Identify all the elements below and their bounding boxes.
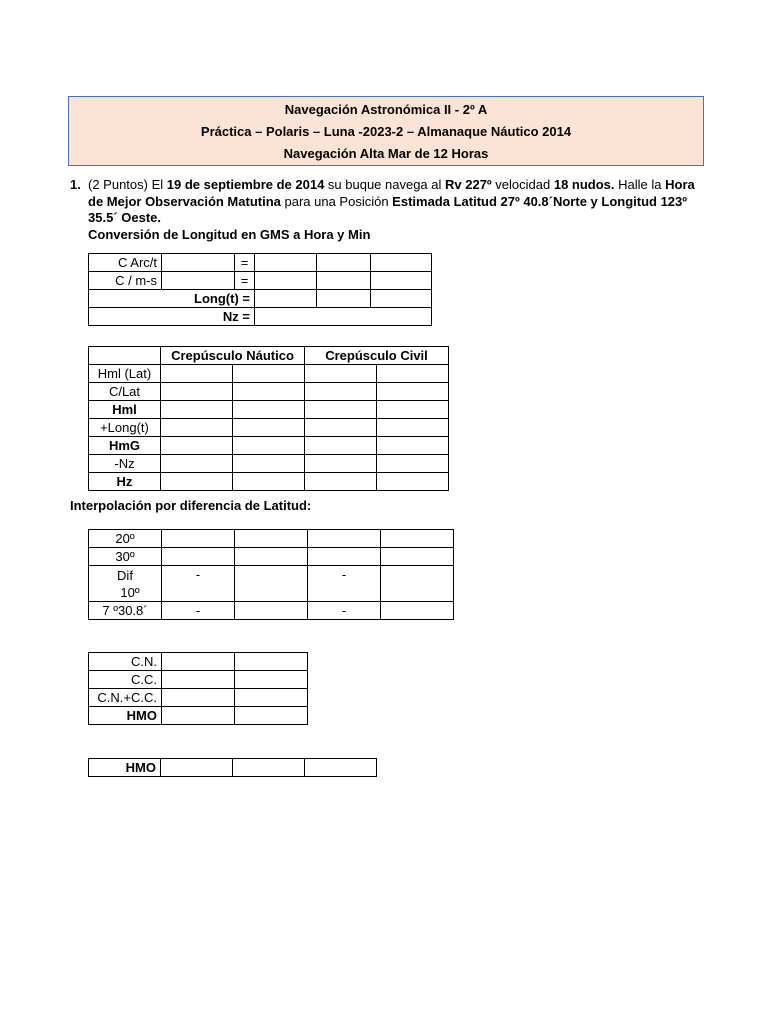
table-header-row xyxy=(89,347,449,365)
input-cell[interactable] xyxy=(377,401,449,419)
row-label: +Long(t) xyxy=(89,419,161,437)
input-cell[interactable] xyxy=(233,383,305,401)
input-cell[interactable] xyxy=(235,602,308,620)
table-row xyxy=(89,530,454,548)
input-cell[interactable] xyxy=(162,254,235,272)
row-label: -Nz xyxy=(89,455,161,473)
input-cell[interactable] xyxy=(162,689,235,707)
input-cell[interactable] xyxy=(381,530,454,548)
input-cell[interactable] xyxy=(233,401,305,419)
c-arc-t-label: C Arc/t xyxy=(89,254,162,272)
conversion-table xyxy=(88,253,432,326)
input-cell[interactable] xyxy=(162,653,235,671)
input-cell[interactable] xyxy=(162,272,235,290)
input-cell[interactable] xyxy=(371,272,432,290)
equals-sign: = xyxy=(235,272,255,290)
input-cell[interactable] xyxy=(305,419,377,437)
input-cell[interactable] xyxy=(233,419,305,437)
row-label: C/Lat xyxy=(89,383,161,401)
input-cell[interactable] xyxy=(233,437,305,455)
input-cell[interactable] xyxy=(377,419,449,437)
input-cell[interactable] xyxy=(377,383,449,401)
row-label: Hz xyxy=(89,473,161,491)
table-row xyxy=(89,707,308,725)
question-text-segment: Rv 227º xyxy=(445,177,492,192)
navigation-title: Navegación Alta Mar de 12 Horas xyxy=(283,146,489,161)
dash-cell: - xyxy=(162,602,235,620)
row-label: 20º xyxy=(89,530,162,548)
input-cell[interactable] xyxy=(161,365,233,383)
table-row xyxy=(89,383,449,401)
table-row xyxy=(89,566,454,602)
hmo-table xyxy=(88,758,377,777)
table-row xyxy=(89,602,454,620)
input-cell[interactable] xyxy=(235,530,308,548)
input-cell[interactable] xyxy=(233,365,305,383)
input-cell[interactable] xyxy=(305,401,377,419)
input-cell[interactable] xyxy=(255,254,317,272)
equals-sign: = xyxy=(235,254,255,272)
dash-cell: - xyxy=(162,566,235,602)
table-row xyxy=(89,473,449,491)
input-cell[interactable] xyxy=(233,759,305,777)
row-label xyxy=(89,566,162,602)
input-cell[interactable] xyxy=(235,548,308,566)
row-label: HMO xyxy=(89,707,162,725)
question-text-segment: 19 de septiembre de 2014 xyxy=(166,177,325,192)
input-cell[interactable] xyxy=(381,566,454,602)
table-row xyxy=(89,365,449,383)
input-cell[interactable] xyxy=(235,653,308,671)
row-label: HmG xyxy=(89,437,161,455)
input-cell[interactable] xyxy=(161,401,233,419)
table-row xyxy=(89,759,377,777)
input-cell[interactable] xyxy=(255,308,432,326)
question-text-segment: Halle la xyxy=(614,177,666,192)
row-label: 7 º30.8´ xyxy=(89,602,162,620)
dash-cell: - xyxy=(308,602,381,620)
table-row xyxy=(89,689,308,707)
input-cell[interactable] xyxy=(255,272,317,290)
table-row xyxy=(89,437,449,455)
twilight-table xyxy=(88,346,449,491)
row-label: Hml (Lat) xyxy=(89,365,161,383)
input-cell[interactable] xyxy=(381,602,454,620)
input-cell[interactable] xyxy=(305,759,377,777)
input-cell[interactable] xyxy=(317,272,371,290)
dash-cell: - xyxy=(308,566,381,602)
input-cell[interactable] xyxy=(161,473,233,491)
question-text-segment: su buque navega al xyxy=(324,177,446,192)
table-row xyxy=(89,653,308,671)
ten-degrees-label: 10º xyxy=(120,584,140,600)
question-text-segment: Hora de Mejor Observación Matutina xyxy=(88,177,695,209)
input-cell[interactable] xyxy=(305,365,377,383)
row-label: Hml xyxy=(89,401,161,419)
input-cell[interactable] xyxy=(305,473,377,491)
input-cell[interactable] xyxy=(162,530,235,548)
nautical-twilight-header: Crepúsculo Náutico xyxy=(161,347,305,365)
row-label: C.N.+C.C. xyxy=(89,689,162,707)
table-row xyxy=(89,455,449,473)
input-cell[interactable] xyxy=(377,473,449,491)
civil-twilight-header: Crepúsculo Civil xyxy=(305,347,449,365)
question-text-segment: (2 Puntos) El xyxy=(88,177,167,192)
input-cell[interactable] xyxy=(161,759,233,777)
question-1 xyxy=(70,177,710,243)
input-cell[interactable] xyxy=(235,671,308,689)
input-cell[interactable] xyxy=(161,419,233,437)
input-cell[interactable] xyxy=(255,290,317,308)
input-cell[interactable] xyxy=(317,290,371,308)
interpolation-title: Interpolación por diferencia de Latitud: xyxy=(70,498,312,513)
question-number: 1. xyxy=(70,177,81,192)
question-text-segment: Estimada Latitud 27º 40.8´Norte y Longitud 123º 35.5´ Oeste. xyxy=(88,193,688,225)
input-cell[interactable] xyxy=(161,437,233,455)
input-cell[interactable] xyxy=(308,548,381,566)
input-cell[interactable] xyxy=(305,455,377,473)
table-row xyxy=(89,308,432,326)
input-cell[interactable] xyxy=(377,455,449,473)
table-row xyxy=(89,401,449,419)
input-cell[interactable] xyxy=(161,455,233,473)
correction-table xyxy=(88,652,308,725)
input-cell[interactable] xyxy=(308,530,381,548)
table-row xyxy=(89,290,432,308)
row-label: C.C. xyxy=(89,671,162,689)
input-cell[interactable] xyxy=(161,383,233,401)
practice-title: Práctica – Polaris – Luna -2023-2 – Almanaque Náutico 2014 xyxy=(200,124,572,139)
input-cell[interactable] xyxy=(377,365,449,383)
input-cell[interactable] xyxy=(317,254,371,272)
hmo-label: HMO xyxy=(89,759,161,777)
input-cell[interactable] xyxy=(235,566,308,602)
table-row xyxy=(89,671,308,689)
table-row xyxy=(89,272,432,290)
input-cell[interactable] xyxy=(371,254,432,272)
input-cell[interactable] xyxy=(162,671,235,689)
table-row xyxy=(89,548,454,566)
question-text-segment: 18 nudos. xyxy=(553,177,615,192)
dif-label: Dif xyxy=(117,567,133,583)
course-title: Navegación Astronómica II - 2º A xyxy=(284,102,488,117)
question-text xyxy=(88,177,695,225)
input-cell[interactable] xyxy=(305,437,377,455)
input-cell[interactable] xyxy=(162,548,235,566)
table-row xyxy=(89,419,449,437)
interpolation-table xyxy=(88,529,454,620)
input-cell[interactable] xyxy=(235,707,308,725)
input-cell[interactable] xyxy=(381,548,454,566)
input-cell[interactable] xyxy=(235,689,308,707)
input-cell[interactable] xyxy=(162,707,235,725)
input-cell[interactable] xyxy=(371,290,432,308)
row-label: 30º xyxy=(89,548,162,566)
question-text-segment: velocidad xyxy=(491,177,554,192)
long-t-label: Long(t) = xyxy=(89,290,255,308)
input-cell[interactable] xyxy=(233,455,305,473)
input-cell[interactable] xyxy=(233,473,305,491)
nz-label: Nz = xyxy=(89,308,255,326)
input-cell[interactable] xyxy=(305,383,377,401)
header-box xyxy=(68,96,704,166)
table-row xyxy=(89,254,432,272)
row-label: C.N. xyxy=(89,653,162,671)
conversion-subtitle: Conversión de Longitud en GMS a Hora y Min xyxy=(88,226,371,242)
input-cell[interactable] xyxy=(377,437,449,455)
c-m-s-label: C / m-s xyxy=(89,272,162,290)
question-text-segment: para una Posición xyxy=(280,193,393,209)
